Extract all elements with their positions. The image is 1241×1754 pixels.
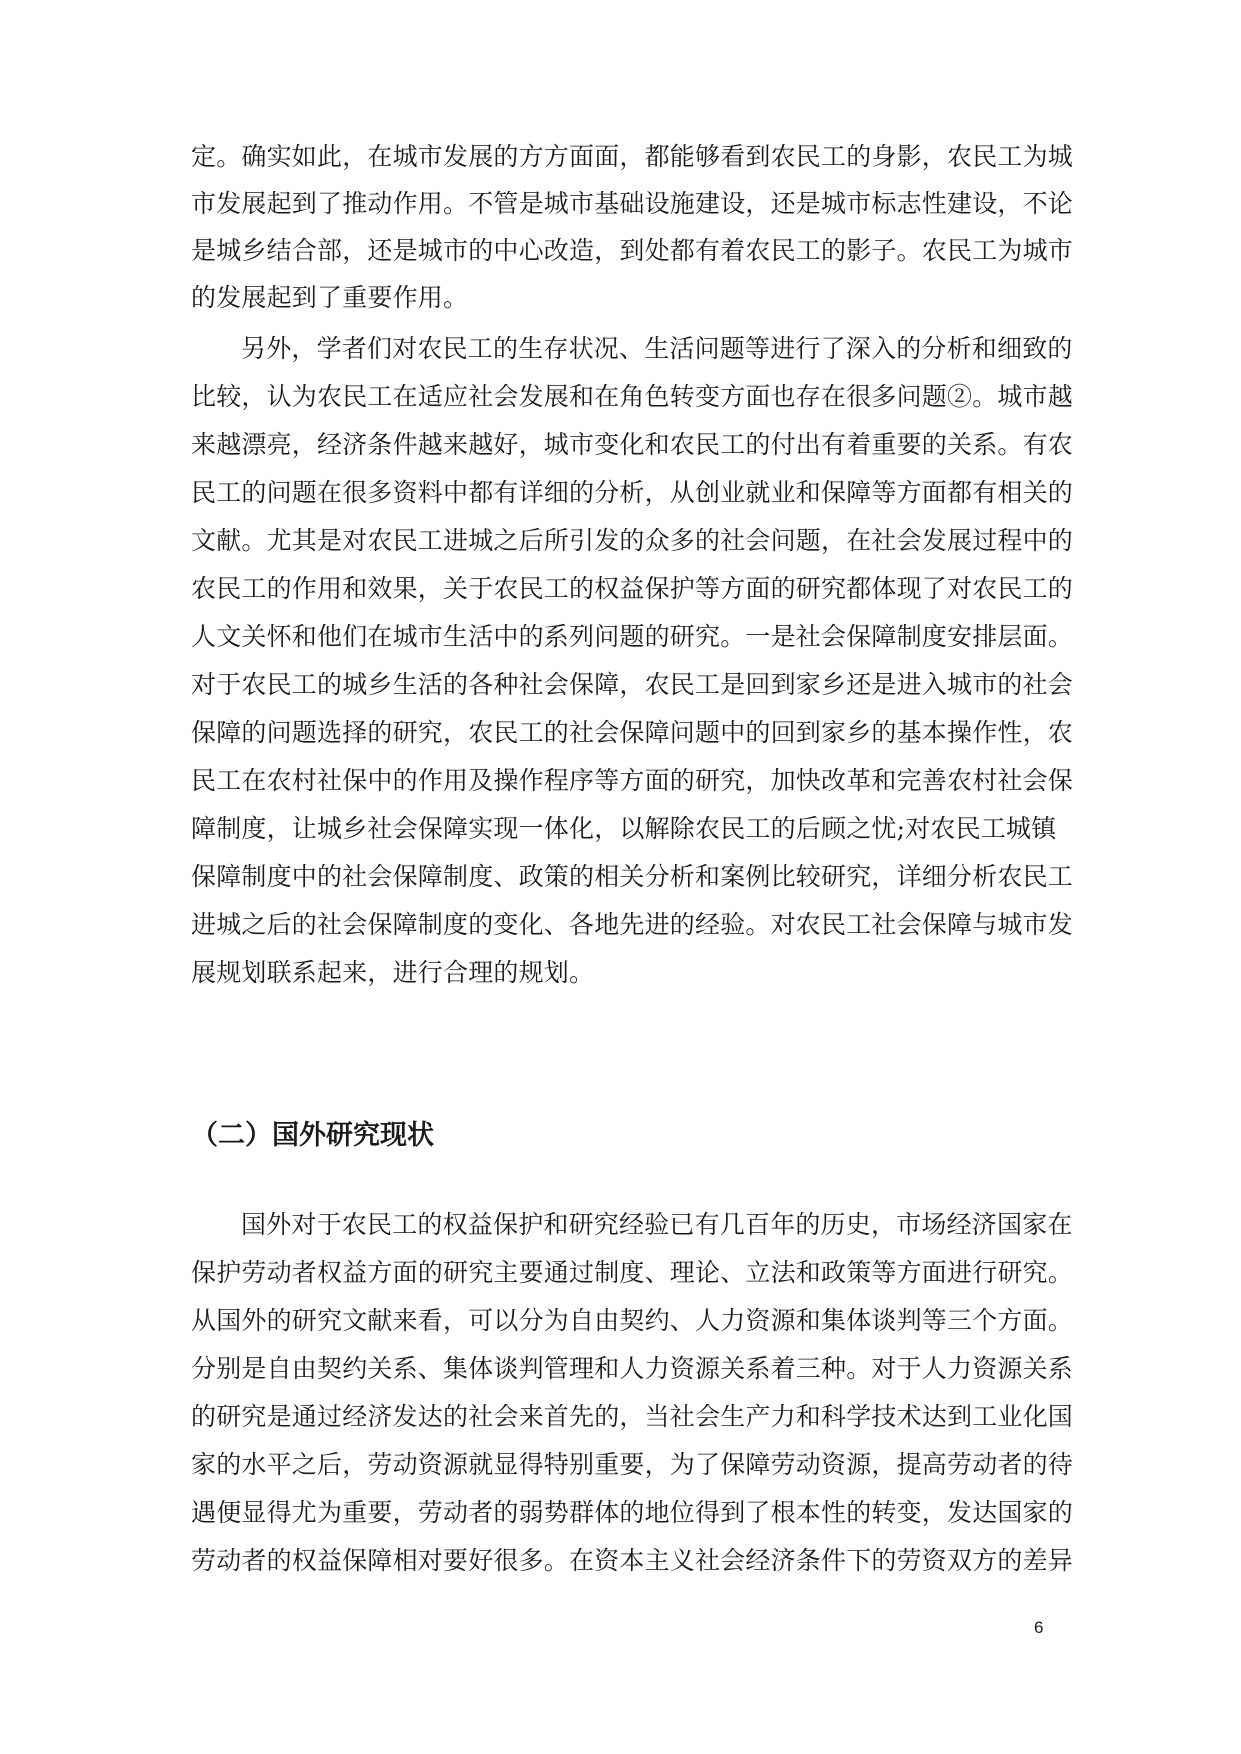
paragraph-2-line-8: 对于农民工的城乡生活的各种社会保障，农民工是回到家乡还是进入城市的社会 [191,670,1074,699]
section-paragraph-line-1: 国外对于农民工的权益保护和研究经验已有几百年的历史，市场经济国家在 [241,1210,1073,1239]
paragraph-1-line-2: 市发展起到了推动作用。不管是城市基础设施建设，还是城市标志性建设，不论 [191,189,1074,218]
paragraph-2-line-4: 民工的问题在很多资料中都有详细的分析，从创业就业和保障等方面都有相关的 [191,478,1074,507]
paragraph-1-line-3: 是城乡结合部，还是城市的中心改造，到处都有着农民工的影子。农民工为城市 [191,236,1074,265]
section-paragraph-line-7: 遇便显得尤为重要，劳动者的弱势群体的地位得到了根本性的转变，发达国家的 [191,1498,1074,1527]
section-paragraph-line-6: 家的水平之后，劳动资源就显得特别重要，为了保障劳动资源，提高劳动者的待 [191,1450,1074,1479]
section-heading: （二）国外研究现状 [191,1120,434,1151]
paragraph-1-line-4: 的发展起到了重要作用。 [191,283,469,312]
section-paragraph-line-8: 劳动者的权益保障相对要好很多。在资本主义社会经济条件下的劳资双方的差异 [191,1546,1074,1575]
page-number: 6 [1034,1618,1044,1637]
paragraph-2-line-2: 比较，认为农民工在适应社会发展和在角色转变方面也存在很多问题②。城市越 [191,382,1074,411]
paragraph-2-line-14: 展规划联系起来，进行合理的规划。 [191,958,595,987]
section-paragraph-line-3: 从国外的研究文献来看，可以分为自由契约、人力资源和集体谈判等三个方面。 [191,1306,1074,1335]
paragraph-2-line-7: 人文关怀和他们在城市生活中的系列问题的研究。一是社会保障制度安排层面。 [191,622,1074,651]
paragraph-2-line-13: 进城之后的社会保障制度的变化、各地先进的经验。对农民工社会保障与城市发 [191,910,1074,939]
paragraph-2-line-1: 另外，学者们对农民工的生存状况、生活问题等进行了深入的分析和细致的 [241,334,1073,363]
paragraph-2-line-11: 障制度，让城乡社会保障实现一体化，以解除农民工的后顾之忧;对农民工城镇 [191,814,1057,843]
paragraph-2-line-10: 民工在农村社保中的作用及操作程序等方面的研究，加快改革和完善农村社会保 [191,766,1074,795]
section-paragraph-line-2: 保护劳动者权益方面的研究主要通过制度、理论、立法和政策等方面进行研究。 [191,1258,1074,1287]
paragraph-2-line-6: 农民工的作用和效果，关于农民工的权益保护等方面的研究都体现了对农民工的 [191,574,1074,603]
paragraph-2-line-9: 保障的问题选择的研究，农民工的社会保障问题中的回到家乡的基本操作性，农 [191,718,1074,747]
paragraph-2-line-3: 来越漂亮，经济条件越来越好，城市变化和农民工的付出有着重要的关系。有农 [191,430,1074,459]
section-paragraph-line-5: 的研究是通过经济发达的社会来首先的，当社会生产力和科学技术达到工业化国 [191,1402,1074,1431]
paragraph-2-line-5: 文献。尤其是对农民工进城之后所引发的众多的社会问题，在社会发展过程中的 [191,526,1074,555]
paragraph-2-line-12: 保障制度中的社会保障制度、政策的相关分析和案例比较研究，详细分析农民工 [191,862,1074,891]
paragraph-1-line-1: 定。确实如此，在城市发展的方方面面，都能够看到农民工的身影，农民工为城 [191,142,1074,171]
section-paragraph-line-4: 分别是自由契约关系、集体谈判管理和人力资源关系着三种。对于人力资源关系 [191,1354,1074,1383]
